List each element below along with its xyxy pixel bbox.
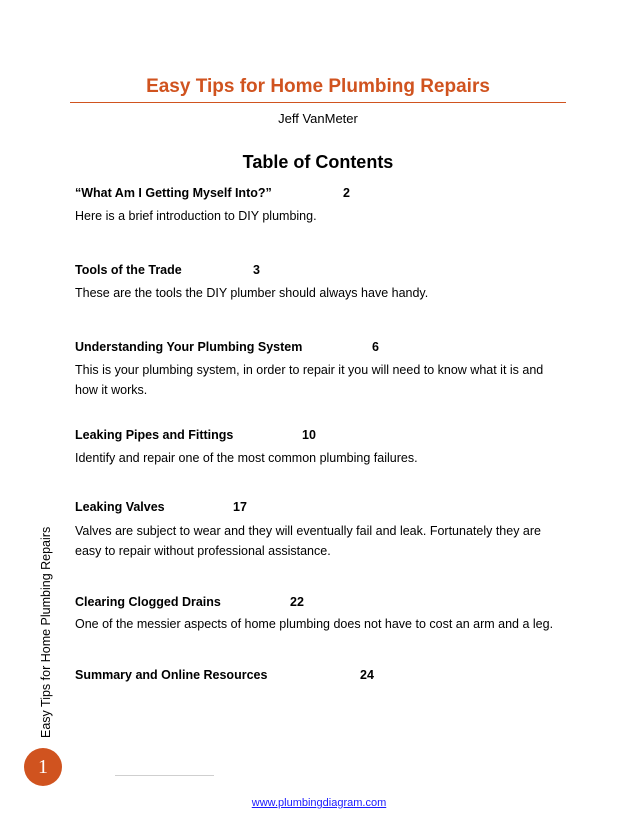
document-title: Easy Tips for Home Plumbing Repairs [146, 76, 490, 97]
toc-entry-title: Leaking Pipes and Fittings [75, 428, 234, 442]
side-running-title: Easy Tips for Home Plumbing Repairs [39, 526, 53, 738]
toc-entry-title: Clearing Clogged Drains [75, 595, 221, 609]
footer-website-link[interactable]: www.plumbingdiagram.com [251, 797, 387, 809]
toc-heading: Table of Contents [242, 152, 394, 172]
toc-entry-title: Leaking Valves [75, 500, 165, 514]
toc-entry-description: Valves are subject to wear and they will eventually fail and leak. Fortunately they are easy to repair without professional assistance. [75, 524, 541, 558]
toc-entry-description: These are the tools the DIY plumber should always have handy. [75, 286, 429, 300]
page-number: 1 [38, 755, 48, 778]
toc-entry-description: This is your plumbing system, in order to repair it you will need to know what it is and how it works. [75, 363, 544, 397]
page-number-badge [24, 748, 62, 786]
toc-entry-page: 24 [360, 668, 374, 682]
toc-entry-page: 6 [372, 340, 379, 354]
toc-entry-page: 17 [233, 500, 247, 514]
toc-entry-title: “What Am I Getting Myself Into?” [75, 186, 272, 200]
toc-entry-title: Understanding Your Plumbing System [75, 340, 303, 354]
toc-entry-title: Tools of the Trade [75, 263, 182, 277]
author-name: Jeff VanMeter [278, 111, 358, 126]
footer-divider [115, 775, 214, 776]
title-divider [70, 102, 566, 103]
toc-entry-page: 10 [302, 428, 316, 442]
toc-entry-page: 22 [290, 595, 304, 609]
toc-entry-title: Summary and Online Resources [75, 668, 268, 682]
toc-entry-page: 2 [343, 186, 350, 200]
toc-entry-page: 3 [253, 263, 260, 277]
toc-entry-description: Here is a brief introduction to DIY plumbing. [75, 209, 317, 223]
toc-entry-description: One of the messier aspects of home plumbing does not have to cost an arm and a leg. [75, 617, 554, 631]
toc-entry-description: Identify and repair one of the most common plumbing failures. [75, 451, 418, 465]
